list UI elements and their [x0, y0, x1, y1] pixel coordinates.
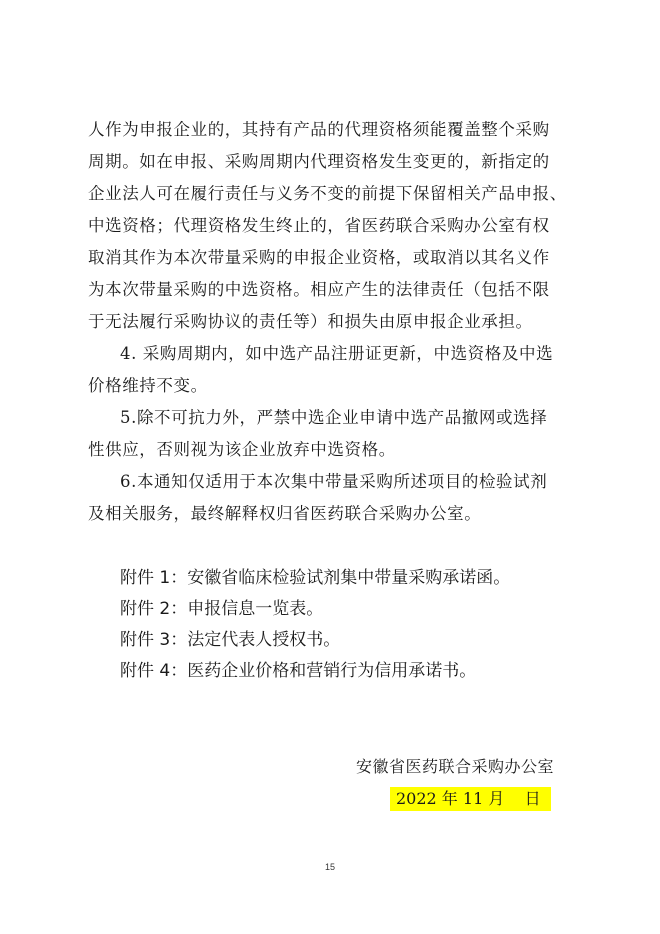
issuer-signature: 安徽省医药联合采购办公室	[356, 757, 555, 776]
attachment-4: 附件 4：医药企业价格和营销行为信用承诺书。	[120, 661, 477, 681]
paragraph-line: 企业法人可在履行责任与义务不变的前提下保留相关产品申报、	[88, 184, 567, 203]
attachment-2: 附件 2：申报信息一览表。	[120, 599, 324, 619]
paragraph-line: 为本次带量采购的中选资格。相应产生的法律责任（包括不限	[88, 280, 550, 299]
item-5-line: 性供应，否则视为该企业放弃中选资格。	[88, 440, 396, 459]
item-6-line: 及相关服务，最终解释权归省医药联合采购办公室。	[88, 504, 482, 523]
paragraph-line: 人作为申报企业的，其持有产品的代理资格须能覆盖整个采购	[88, 120, 550, 139]
paragraph-line: 中选资格；代理资格发生终止的，省医药联合采购办公室有权	[88, 216, 550, 235]
item-5-line: 5.除不可抗力外，严禁中选企业申请中选产品撤网或选择	[120, 408, 548, 427]
item-4-line: 价格维持不变。	[88, 376, 208, 395]
paragraph-line: 取消其作为本次带量采购的申报企业资格，或取消以其名义作	[88, 248, 550, 267]
paragraph-line: 周期。如在申报、采购周期内代理资格发生变更的，新指定的	[88, 152, 550, 171]
page-number: 15	[324, 862, 335, 872]
item-4-line: 4. 采购周期内，如中选产品注册证更新，中选资格及中选	[120, 344, 554, 363]
attachment-1: 附件 1：安徽省临床检验试剂集中带量采购承诺函。	[120, 568, 511, 588]
paragraph-line: 于无法履行采购协议的责任等）和损失由原申报企业承担。	[88, 312, 533, 331]
issue-date: 2022 年 11 月 日	[390, 787, 551, 811]
attachment-3: 附件 3：法定代表人授权书。	[120, 630, 341, 650]
item-6-line: 6.本通知仅适用于本次集中带量采购所述项目的检验试剂	[120, 472, 548, 491]
